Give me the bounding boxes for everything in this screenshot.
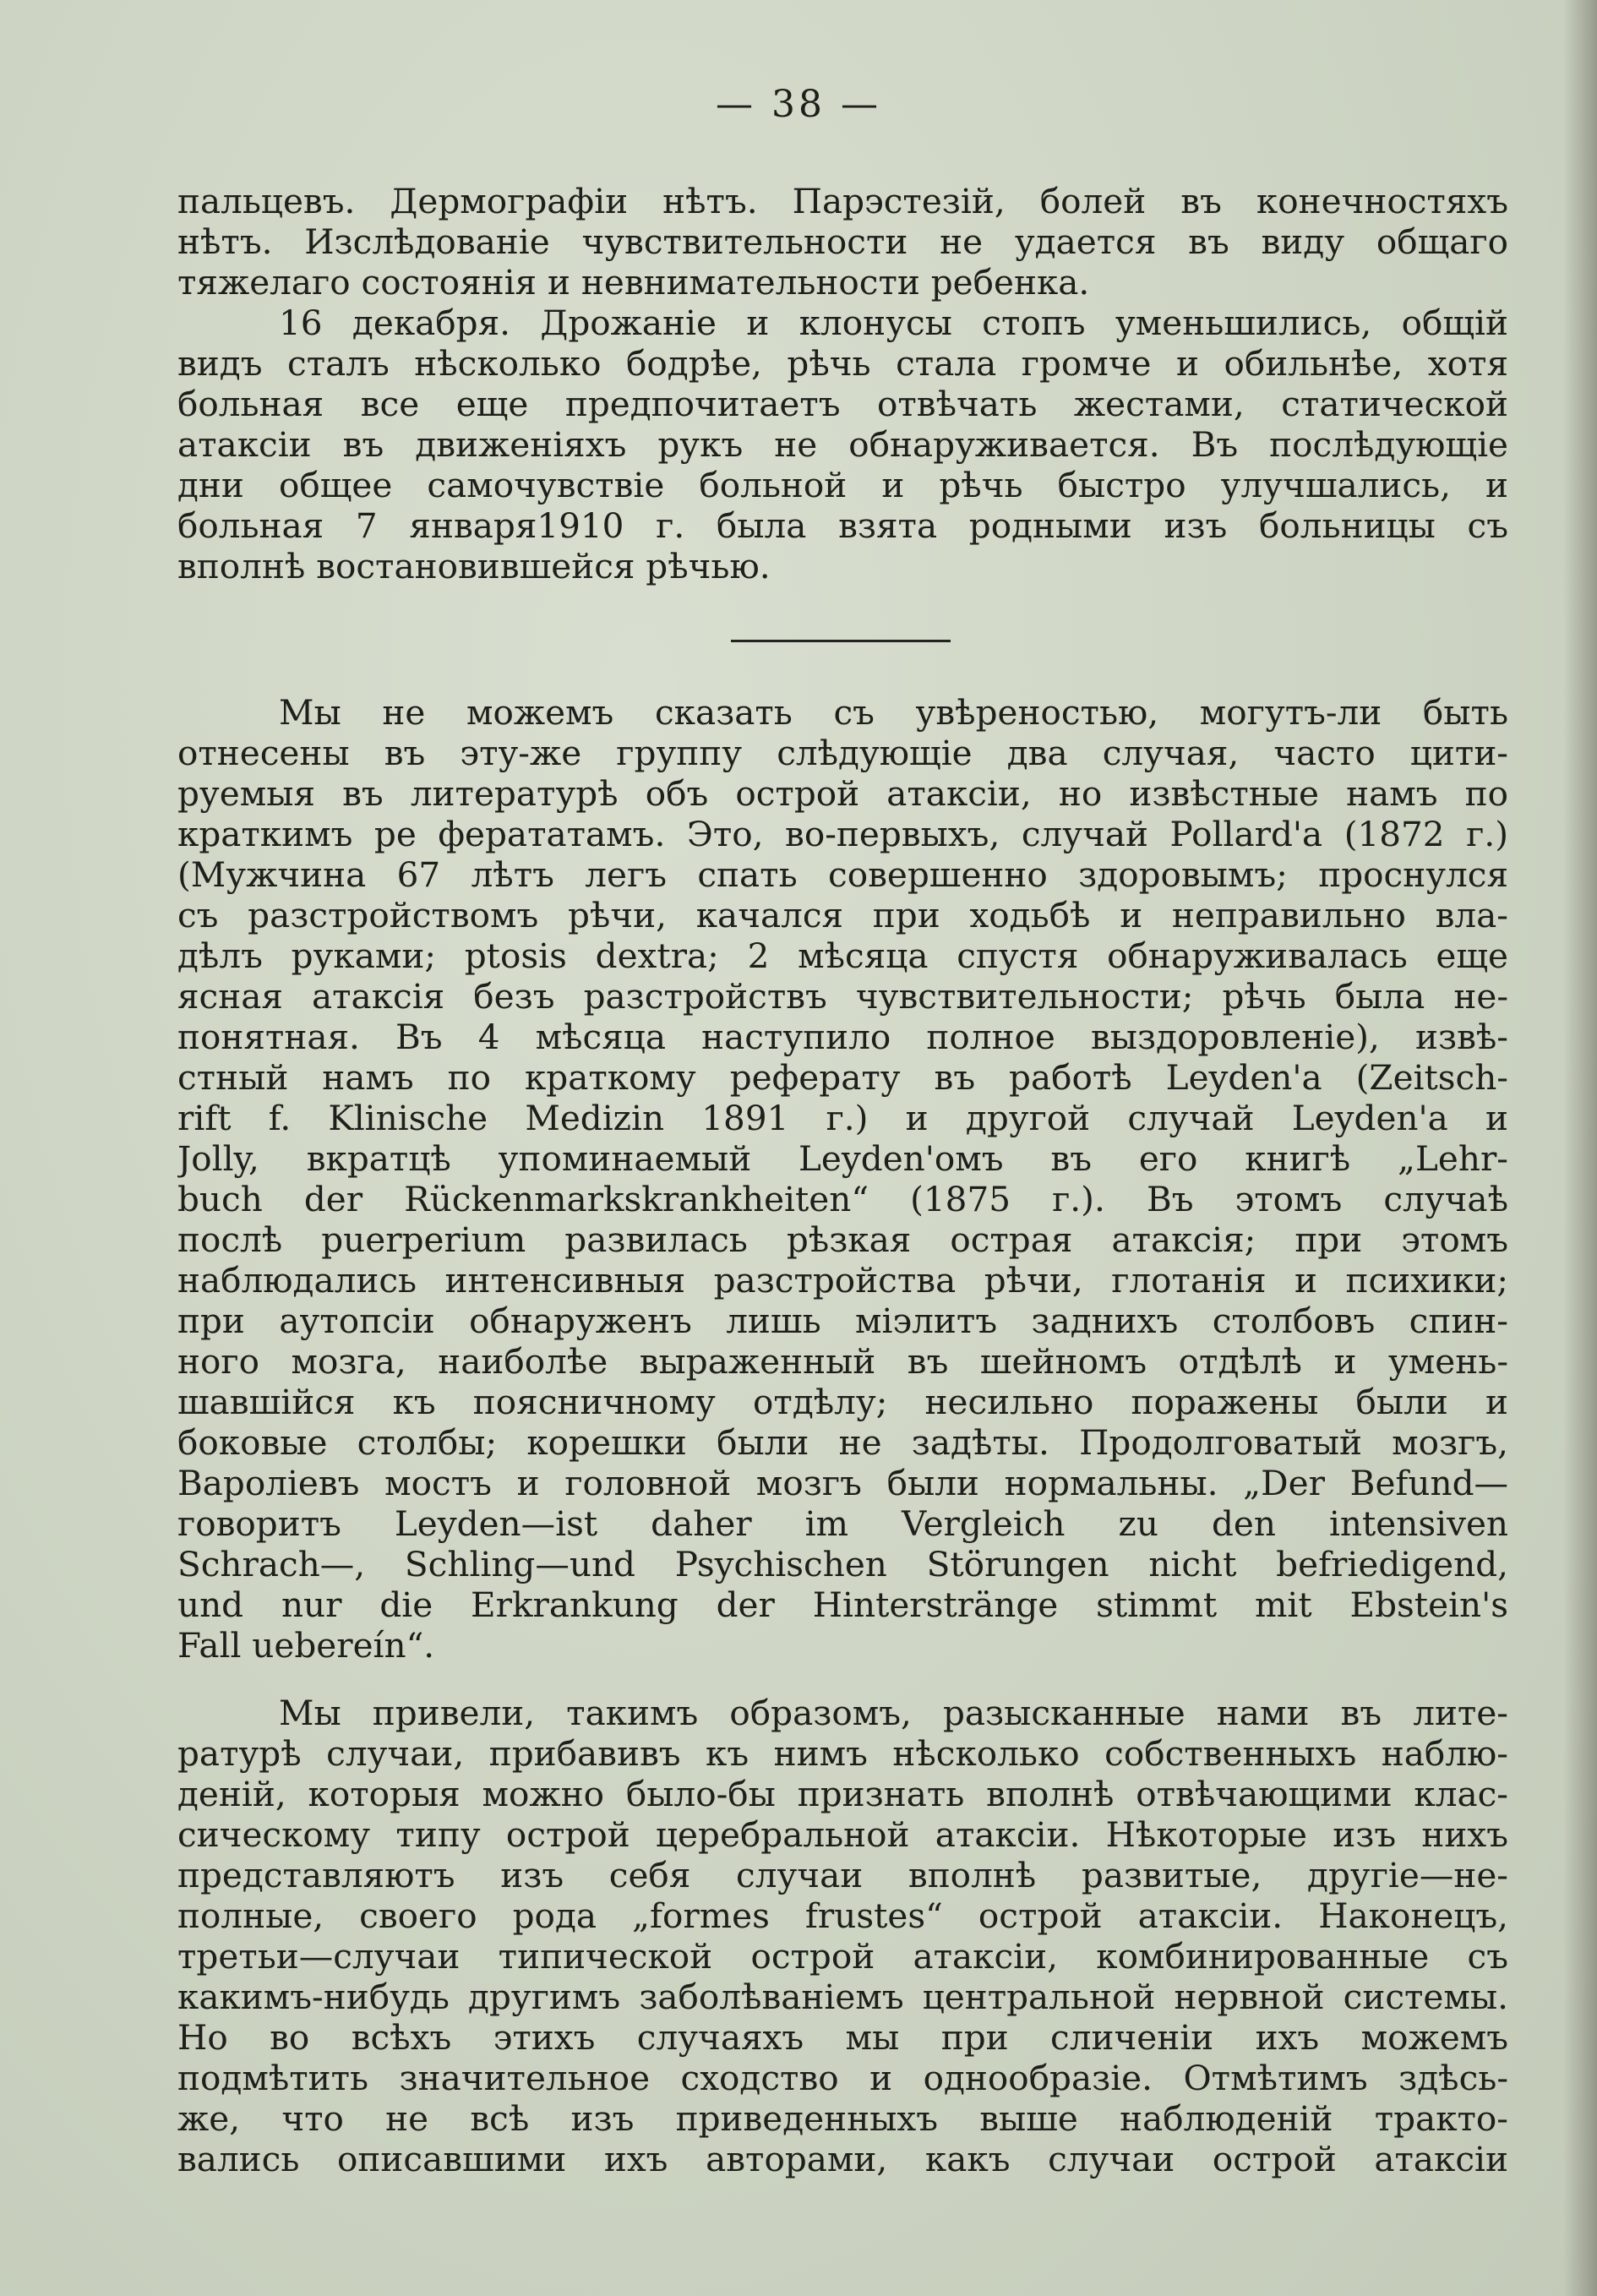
text-line: же, что не всѣ изъ приведенныхъ выше наблюденій тракто-: [177, 2098, 1508, 2139]
text-line: 16 декабря. Дрожаніе и клонусы стопъ уменьшились, общій: [279, 303, 1508, 343]
section-divider: [731, 640, 951, 642]
text-line: вполнѣ востановившейся рѣчью.: [177, 546, 771, 586]
text-line: атаксіи въ движеніяхъ рукъ не обнаруживается. Въ послѣдующіе: [177, 424, 1508, 465]
text-line: Мы привели, такимъ образомъ, разысканные нами въ лите-: [279, 1693, 1508, 1733]
text-line: больная 7 января1910 г. была взята родными изъ больницы съ: [177, 505, 1508, 546]
text-line: Мы не можемъ сказать съ увѣреностью, могутъ-ли быть: [279, 692, 1508, 733]
text-line: послѣ puerperium развилась рѣзкая острая атаксія; при этомъ: [177, 1219, 1508, 1260]
text-line: ясная атаксія безъ разстройствъ чувствительности; рѣчь была не-: [177, 976, 1508, 1017]
text-line: отнесены въ эту-же группу слѣдующіе два случая, часто цити-: [177, 733, 1508, 773]
text-line: руемыя въ литературѣ объ острой атаксіи, но извѣстные намъ по: [177, 773, 1508, 814]
paragraph-3: [177, 692, 1508, 1666]
text-line: дни общее самочувствіе больной и рѣчь быстро улучшались, и: [177, 465, 1508, 505]
text-line: больная все еще предпочитаетъ отвѣчать жестами, статической: [177, 384, 1508, 424]
text-line: тяжелаго состоянія и невнимательности ребенка.: [177, 262, 1090, 303]
paragraph-1: [177, 181, 1508, 303]
text-line: пальцевъ. Дермографіи нѣтъ. Парэстезій, болей въ конечностяхъ: [177, 181, 1508, 221]
text-line: ного мозга, наиболѣе выраженный въ шейномъ отдѣлѣ и умень-: [177, 1341, 1508, 1382]
text-line: вались описавшими ихъ авторами, какъ случаи острой атаксіи: [177, 2139, 1508, 2179]
text-line: Schrach—, Schling—und Psychischen Störungen nicht befriedigend,: [177, 1544, 1508, 1584]
text-line: ратурѣ случаи, прибавивъ къ нимъ нѣсколько собственныхъ наблю-: [177, 1733, 1508, 1774]
text-line: представляютъ изъ себя случаи вполнѣ развитые, другіе—не-: [177, 1855, 1508, 1895]
page-number: — 38 —: [716, 83, 881, 126]
text-line: нѣтъ. Изслѣдованіе чувствительности не удается въ виду общаго: [177, 221, 1508, 262]
text-line: buch der Rückenmarkskrankheiten“ (1875 г.). Въ этомъ случаѣ: [177, 1179, 1508, 1219]
text-line: деній, которыя можно было-бы признать вполнѣ отвѣчающими клас-: [177, 1774, 1508, 1814]
text-line: Но во всѣхъ этихъ случаяхъ мы при сличеніи ихъ можемъ: [177, 2017, 1508, 2058]
text-line: краткимъ ре ферататамъ. Это, во-первыхъ, случай Pollard'a (1872 г.): [177, 814, 1508, 854]
text-line: Jolly, вкратцѣ упоминаемый Leyden'омъ въ его книгѣ „Lehr-: [177, 1138, 1508, 1179]
text-line: rift f. Klinische Medizin 1891 г.) и другой случай Leyden'a и: [177, 1098, 1508, 1138]
text-line: боковые столбы; корешки были не задѣты. Продолговатый мозгъ,: [177, 1422, 1508, 1463]
text-line: понятная. Въ 4 мѣсяца наступило полное выздоровленіе), извѣ-: [177, 1017, 1508, 1057]
text-line: und nur die Erkrankung der Hinterstränge stimmt mit Ebstein's: [177, 1584, 1508, 1625]
text-line: съ разстройствомъ рѣчи, качался при ходьбѣ и неправильно вла-: [177, 895, 1508, 935]
page-edge-shadow: [1563, 0, 1597, 2296]
text-line: Fall uebereín“.: [177, 1625, 435, 1666]
text-line: третьи—случаи типической острой атаксіи, комбинированные съ: [177, 1936, 1508, 1977]
text-line: шавшійся къ поясничному отдѣлу; несильно поражены были и: [177, 1382, 1508, 1422]
text-line: говоритъ Leyden—ist daher im Vergleich zu den intensiven: [177, 1503, 1508, 1544]
text-line: подмѣтить значительное сходство и однообразіе. Отмѣтимъ здѣсь-: [177, 2058, 1508, 2098]
text-line: стный намъ по краткому реферату въ работѣ Leyden'a (Zeitsch-: [177, 1057, 1508, 1098]
text-line: дѣлъ руками; ptosis dextra; 2 мѣсяца спустя обнаруживалась еще: [177, 935, 1508, 976]
text-line: какимъ-нибудь другимъ заболѣваніемъ центральной нервной системы.: [177, 1977, 1508, 2017]
text-line: сическому типу острой церебральной атаксіи. Нѣкоторые изъ нихъ: [177, 1814, 1508, 1855]
text-line: полные, своего рода „formes frustes“ острой атаксіи. Наконецъ,: [177, 1895, 1508, 1936]
text-line: наблюдались интенсивныя разстройства рѣчи, глотанія и психики;: [177, 1260, 1508, 1301]
paragraph-4: [177, 1693, 1508, 2179]
paragraph-2: [177, 303, 1508, 586]
text-line: Вароліевъ мостъ и головной мозгъ были нормальны. „Der Befund—: [177, 1463, 1508, 1503]
text-line: (Мужчина 67 лѣтъ легъ спать совершенно здоровымъ; проснулся: [177, 854, 1508, 895]
text-line: при аутопсіи обнаруженъ лишь міэлитъ заднихъ столбовъ спин-: [177, 1301, 1508, 1341]
text-line: видъ сталъ нѣсколько бодрѣе, рѣчь стала громче и обильнѣе, хотя: [177, 343, 1508, 384]
